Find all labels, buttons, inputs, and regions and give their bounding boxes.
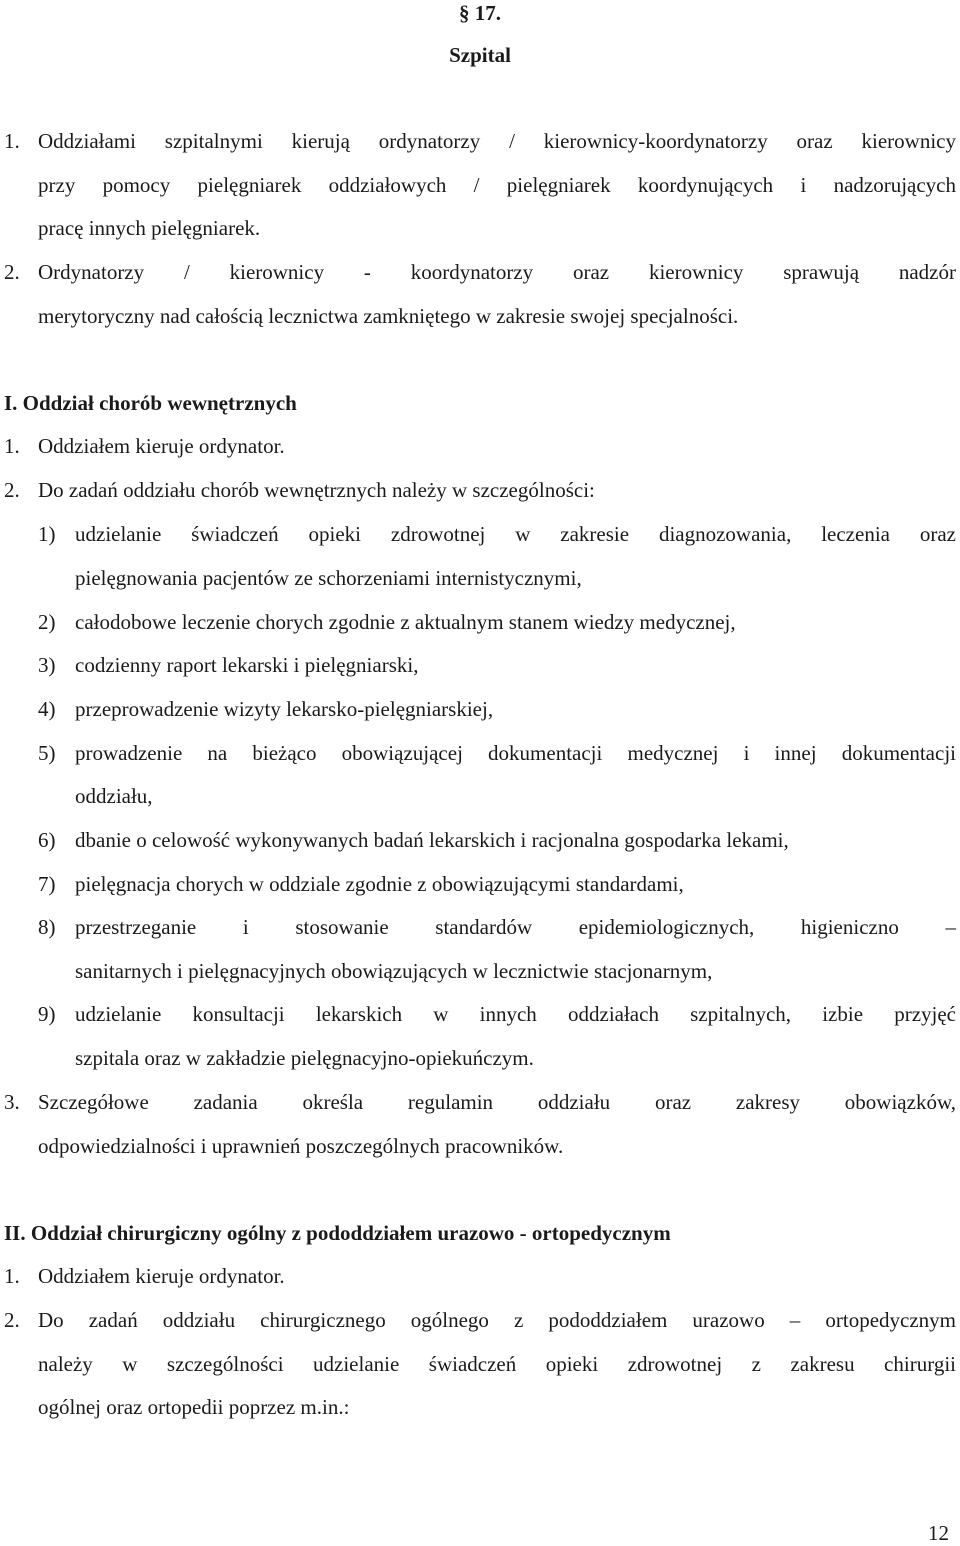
- intro-p2-line: Ordynatorzy / kierownicy - koordynatorzy oraz kierownicy sprawują nadzór: [38, 260, 956, 284]
- section-2-heading: II. Oddział chirurgiczny ogólny z pododdziałem urazowo - ortopedycznym: [4, 1221, 671, 1245]
- section-2-item-1-text: Oddziałem kieruje ordynator.: [38, 1264, 285, 1288]
- page-title: Szpital: [449, 43, 511, 67]
- section-1-item-3-line: odpowiedzialności i uprawnień poszczególnych pracowników.: [38, 1134, 564, 1158]
- task-line: codzienny raport lekarski i pielęgniarski,: [75, 653, 419, 677]
- section-1-item-1-text: Oddziałem kieruje ordynator.: [38, 434, 285, 458]
- intro-p2-number: 2.: [4, 260, 20, 284]
- task-line: przeprowadzenie wizyty lekarsko-pielęgniarskiej,: [75, 697, 494, 721]
- section-1-item-3-line: Szczegółowe zadania określa regulamin oddziału oraz zakresy obowiązków,: [38, 1090, 956, 1114]
- page-number: 12: [928, 1521, 949, 1545]
- intro-p1-number: 1.: [4, 129, 20, 153]
- task-line: przestrzeganie i stosowanie standardów epidemiologicznych, higieniczno –: [75, 915, 956, 939]
- section-1-heading: I. Oddział chorób wewnętrznych: [4, 391, 297, 415]
- section-2-item-2-number: 2.: [4, 1308, 20, 1332]
- task-number: 5): [38, 741, 56, 765]
- task-number: 8): [38, 915, 56, 939]
- task-line: dbanie o celowość wykonywanych badań lekarskich i racjonalna gospodarka lekami,: [75, 828, 789, 852]
- task-number: 6): [38, 828, 56, 852]
- section-1-item-3-number: 3.: [4, 1090, 20, 1114]
- task-number: 7): [38, 872, 56, 896]
- section-2-item-1-number: 1.: [4, 1264, 20, 1288]
- section-2-item-2-line: ogólnej oraz ortopedii poprzez m.in.:: [38, 1395, 350, 1419]
- intro-p2-line: merytoryczny nad całością lecznictwa zamkniętego w zakresie swojej specjalności.: [38, 304, 739, 328]
- section-1-item-1-number: 1.: [4, 434, 20, 458]
- task-line: pielęgnacja chorych w oddziale zgodnie z obowiązującymi standardami,: [75, 872, 684, 896]
- intro-p1-line: Oddziałami szpitalnymi kierują ordynatorzy / kierownicy-koordynatorzy oraz kierownicy: [38, 129, 956, 153]
- intro-p1-line: pracę innych pielęgniarek.: [38, 216, 261, 240]
- task-line: pielęgnowania pacjentów ze schorzeniami internistycznymi,: [75, 566, 582, 590]
- task-line: sanitarnych i pielęgnacyjnych obowiązujących w lecznictwie stacjonarnym,: [75, 959, 713, 983]
- task-line: oddziału,: [75, 784, 153, 808]
- task-number: 9): [38, 1002, 56, 1026]
- task-line: udzielanie konsultacji lekarskich w innych oddziałach szpitalnych, izbie przyjęć: [75, 1002, 956, 1026]
- task-line: szpitala oraz w zakładzie pielęgnacyjno-opiekuńczym.: [75, 1046, 534, 1070]
- task-number: 2): [38, 610, 56, 634]
- paragraph-number: § 17.: [459, 1, 501, 25]
- section-1-item-2-number: 2.: [4, 478, 20, 502]
- section-1-item-2-text: Do zadań oddziału chorób wewnętrznych należy w szczególności:: [38, 478, 595, 502]
- intro-p1-line: przy pomocy pielęgniarek oddziałowych / pielęgniarek koordynujących i nadzorujących: [38, 173, 956, 197]
- section-2-item-2-line: Do zadań oddziału chirurgicznego ogólnego z pododdziałem urazowo – ortopedycznym: [38, 1308, 956, 1332]
- task-line: prowadzenie na bieżąco obowiązującej dokumentacji medycznej i innej dokumentacji: [75, 741, 956, 765]
- task-line: całodobowe leczenie chorych zgodnie z aktualnym stanem wiedzy medycznej,: [75, 610, 736, 634]
- task-line: udzielanie świadczeń opieki zdrowotnej w zakresie diagnozowania, leczenia oraz: [75, 522, 956, 546]
- section-2-item-2-line: należy w szczególności udzielanie świadczeń opieki zdrowotnej z zakresu chirurgii: [38, 1352, 956, 1376]
- task-number: 1): [38, 522, 56, 546]
- task-number: 3): [38, 653, 56, 677]
- task-number: 4): [38, 697, 56, 721]
